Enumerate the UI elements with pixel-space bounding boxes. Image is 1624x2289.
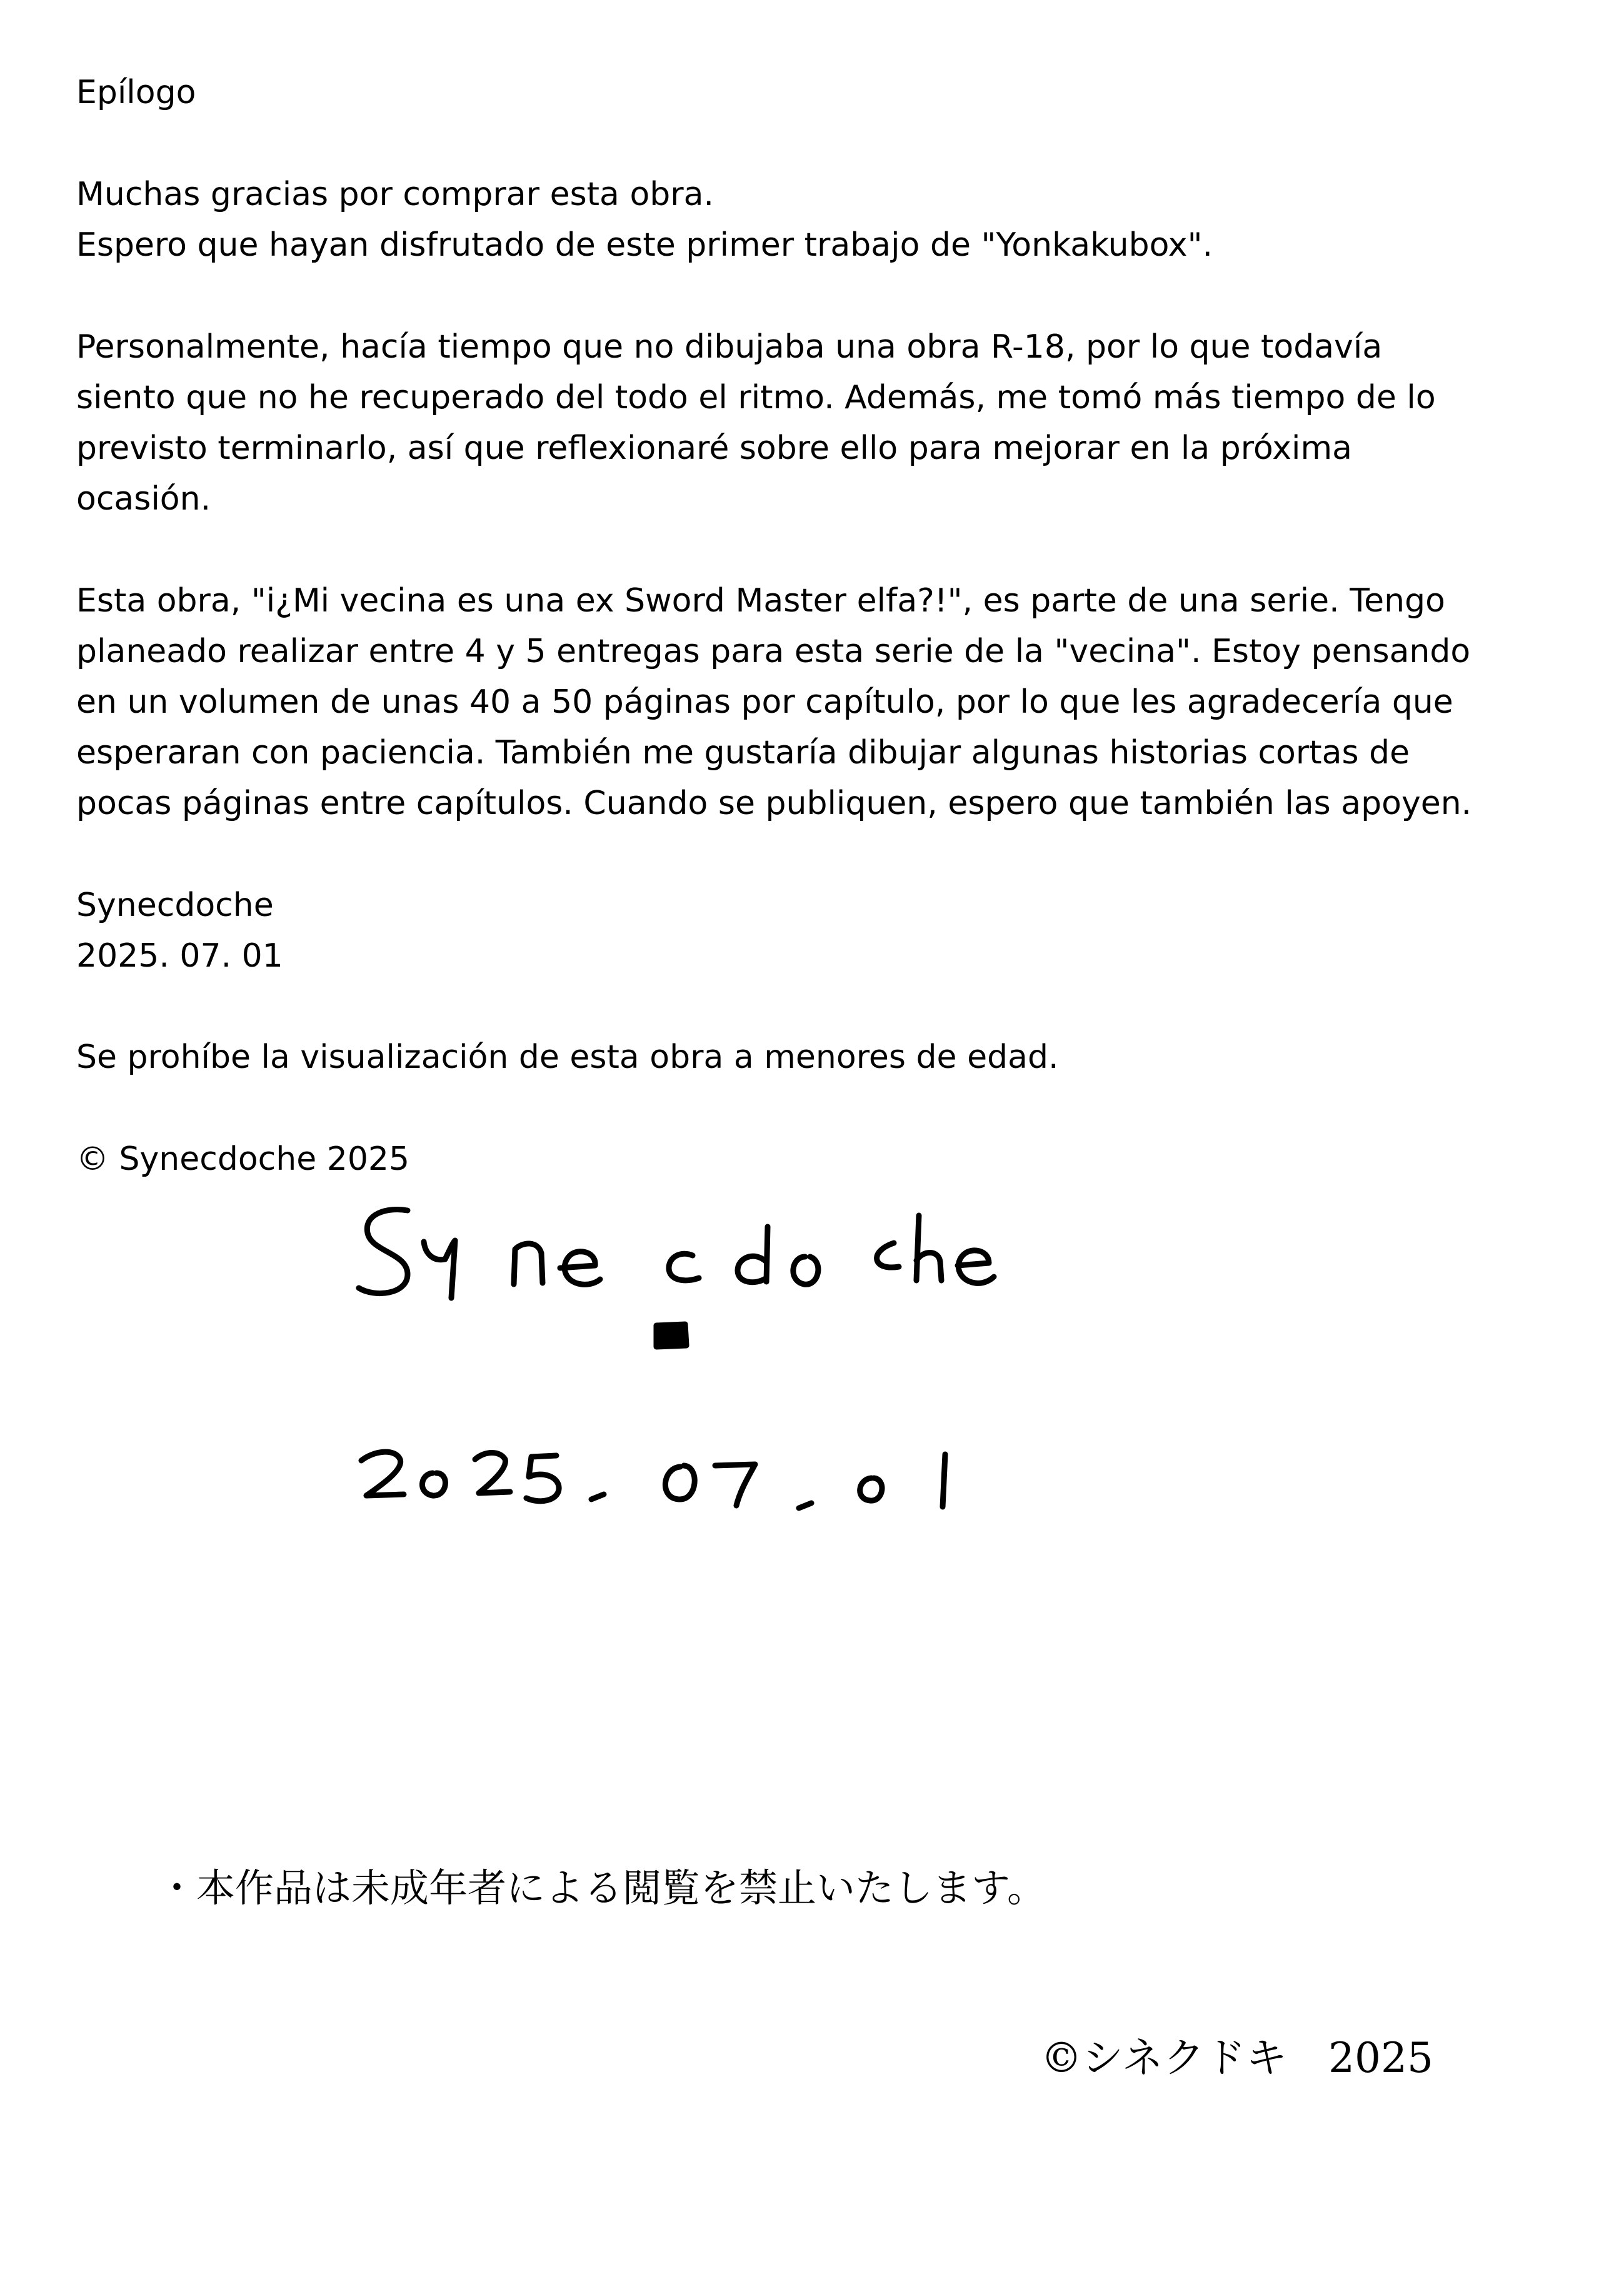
- reflection-paragraph: [76, 322, 1564, 525]
- series-paragraph: [76, 576, 1564, 829]
- paragraph-line: Esta obra, "i¿Mi vecina es una ex Sword Master elfa?!", es parte de una serie. Tengo: [76, 582, 1445, 620]
- paragraph-line: Personalmente, hacía tiempo que no dibujaba una obra R-18, por lo que todavía: [76, 328, 1383, 366]
- copyright-japanese: ©シネクドキ 2025: [1041, 2034, 1433, 2082]
- warning-text: Se prohíbe la visualización de esta obra a menores de edad.: [76, 1039, 1059, 1076]
- author-name: Synecdoche: [76, 887, 274, 924]
- paragraph-line: pocas páginas entre capítulos. Cuando se publiquen, espero que también las apoyen.: [76, 785, 1472, 822]
- copyright-text: © Synecdoche 2025: [76, 1140, 410, 1178]
- epilogue-heading: [76, 68, 1564, 118]
- paragraph-line: planeado realizar entre 4 y 5 entregas para esta serie de la "vecina". Estoy pensando: [76, 633, 1471, 670]
- heading-text: Epílogo: [76, 74, 196, 111]
- age-warning-spanish: [76, 1032, 1564, 1083]
- handwritten-signature: [350, 1188, 1300, 1626]
- paragraph-line: Muchas gracias por comprar esta obra.: [76, 176, 714, 213]
- paragraph-line: esperaran con paciencia. También me gustaría dibujar algunas historias cortas de: [76, 734, 1410, 772]
- paragraph-line: Espero que hayan disfrutado de este primer trabajo de "Yonkakubox".: [76, 226, 1213, 264]
- thanks-paragraph: [76, 169, 1564, 271]
- paragraph-line: previsto terminarlo, así que reflexionaré sobre ello para mejorar en la próxima: [76, 430, 1352, 467]
- age-warning-japanese: ・本作品は未成年者による閲覧を禁止いたします。: [158, 1865, 1046, 1911]
- paragraph-line: en un volumen de unas 40 a 50 páginas por capítulo, por lo que les agradecería que: [76, 683, 1453, 721]
- copyright-spanish: [76, 1134, 1564, 1185]
- signoff-date: 2025. 07. 01: [76, 937, 283, 975]
- paragraph-line: siento que no he recuperado del todo el ritmo. Además, me tomó más tiempo de lo: [76, 379, 1436, 416]
- handwritten-signature-drawing: [350, 1188, 1300, 1626]
- author-signoff: [76, 880, 1564, 982]
- paragraph-line: ocasión.: [76, 480, 211, 518]
